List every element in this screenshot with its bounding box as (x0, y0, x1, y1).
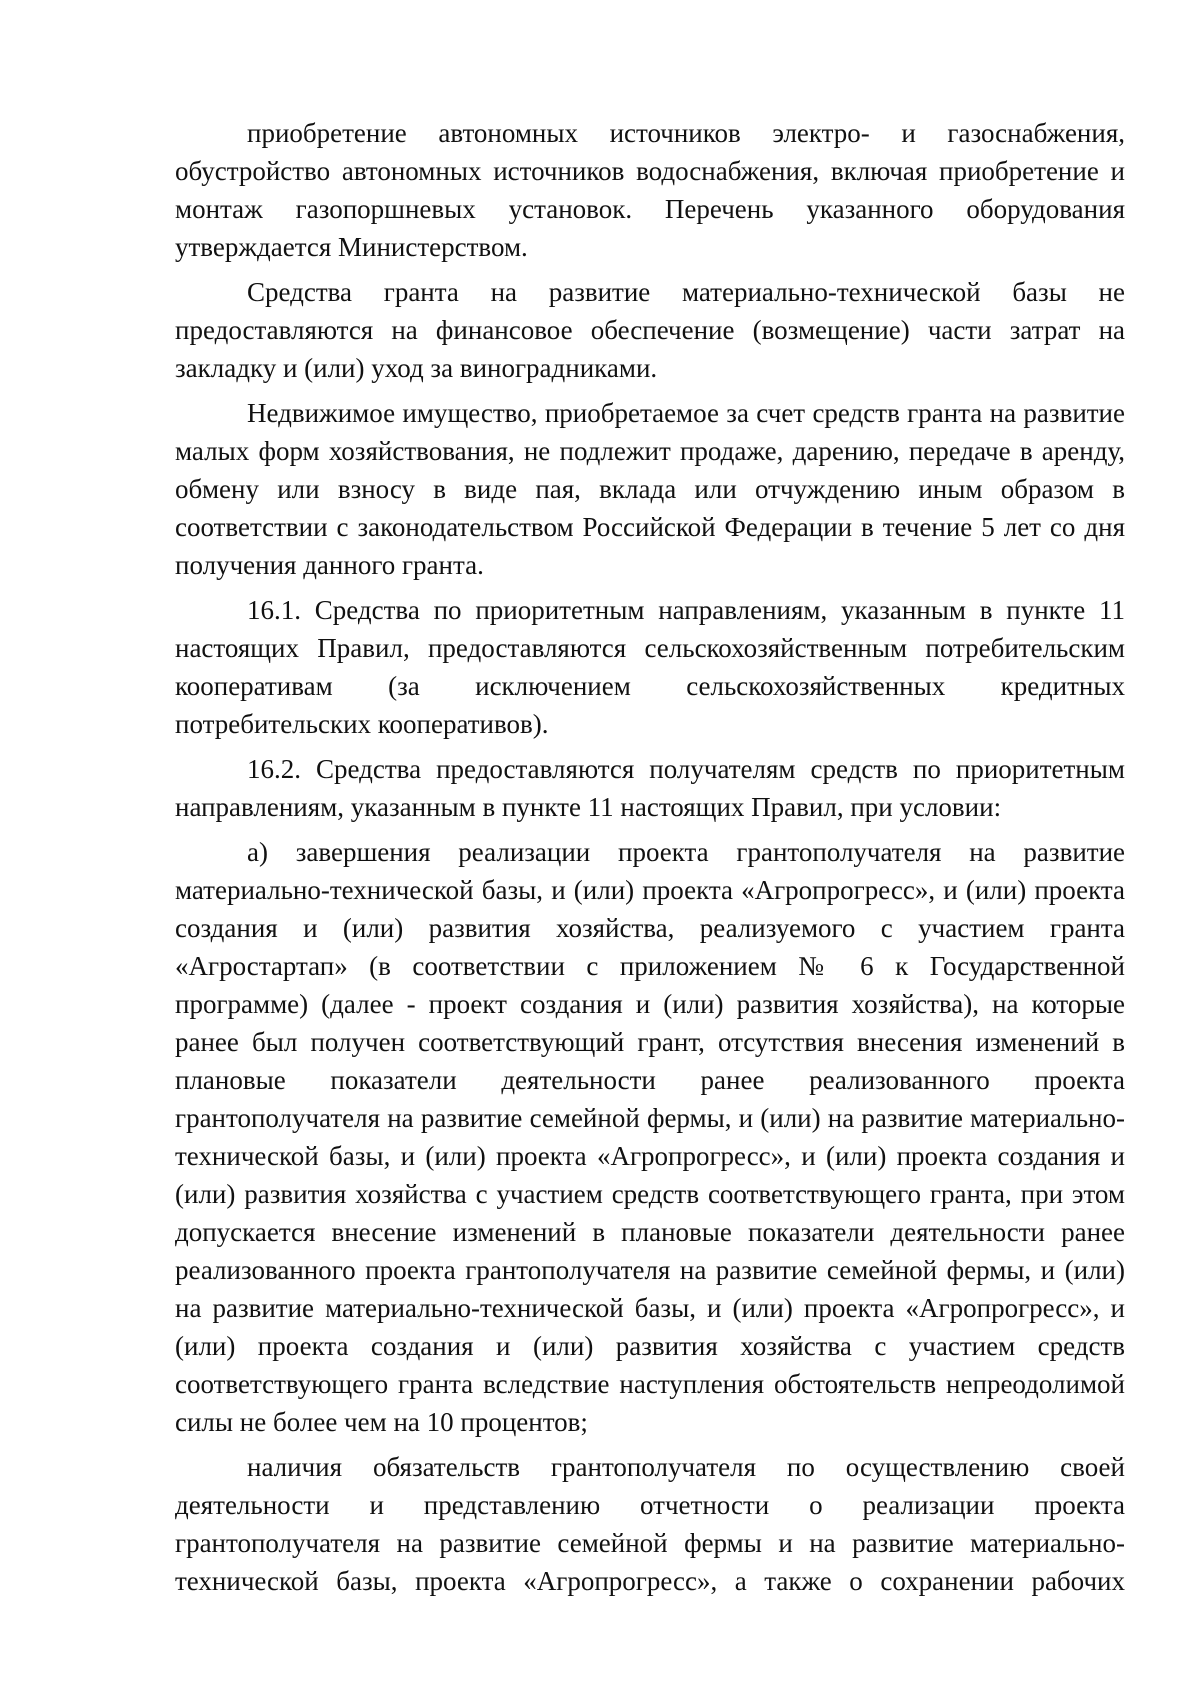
paragraph-power-supply: приобретение автономных источников электро- и газоснабжения, обустройство автономных источников водоснабжения, включая приобретение и монтаж газопоршневых установок. Перечень указанного оборудования утверждается Министерством. (175, 118, 1125, 262)
paragraph-grant-restriction: Средства гранта на развитие материально-технической базы не предоставляются на финансовое обеспечение (возмещение) части затрат на закладку и (или) уход за виноградниками. (175, 277, 1125, 383)
paragraph-real-estate: Недвижимое имущество, приобретаемое за счет средств гранта на развитие малых форм хозяйствования, не подлежит продаже, дарению, передаче в аренду, обмену или взносу в виде пая, вклада или отчуждению иным образом в соответствии с законодательством Российской Федерации в течение 5 лет со дня получения данного гранта. (175, 398, 1125, 580)
document-body (175, 114, 1125, 1607)
paragraph-16-2-a: а) завершения реализации проекта грантополучателя на развитие материально-технической базы, и (или) проекта «Агропрогресс», и (или) проекта создания и (или) развития хозяйства, реализуемого с участием гранта «Агростартап» (в соответствии с приложением № 6 к Государственной программе) (далее - проект создания и (или) развития хозяйства), на которые ранее был получен соответствующий грант, отсутствия внесения изменений в плановые показатели деятельности ранее реализованного проекта грантополучателя на развитие семейной фермы, и (или) на развитие материально-технической базы, и (или) проекта «Агропрогресс», и (или) проекта создания и (или) развития хозяйства с участием средств соответствующего гранта, при этом допускается внесение изменений в плановые показатели деятельности ранее реализованного проекта грантополучателя на развитие семейной фермы, и (или) на развитие материально-технической базы, и (или) проекта «Агропрогресс», и (или) проекта создания и (или) развития хозяйства с участием средств соответствующего гранта вследствие наступления обстоятельств непреодолимой силы не более чем на 10 процентов; (175, 837, 1125, 1437)
paragraph-16-1: 16.1. Средства по приоритетным направлениям, указанным в пункте 11 настоящих Правил, предоставляются сельскохозяйственным потребительским кооперативам (за исключением сельскохозяйственных кредитных потребительских кооперативов). (175, 595, 1125, 739)
paragraph-16-2: 16.2. Средства предоставляются получателям средств по приоритетным направлениям, указанным в пункте 11 настоящих Правил, при условии: (175, 754, 1125, 822)
paragraph-obligations: наличия обязательств грантополучателя по осуществлению своей деятельности и представлению отчетности о реализации проекта грантополучателя на развитие семейной фермы и на развитие материально-технической базы, проекта «Агропрогресс», а также о сохранении рабочих (175, 1452, 1125, 1596)
